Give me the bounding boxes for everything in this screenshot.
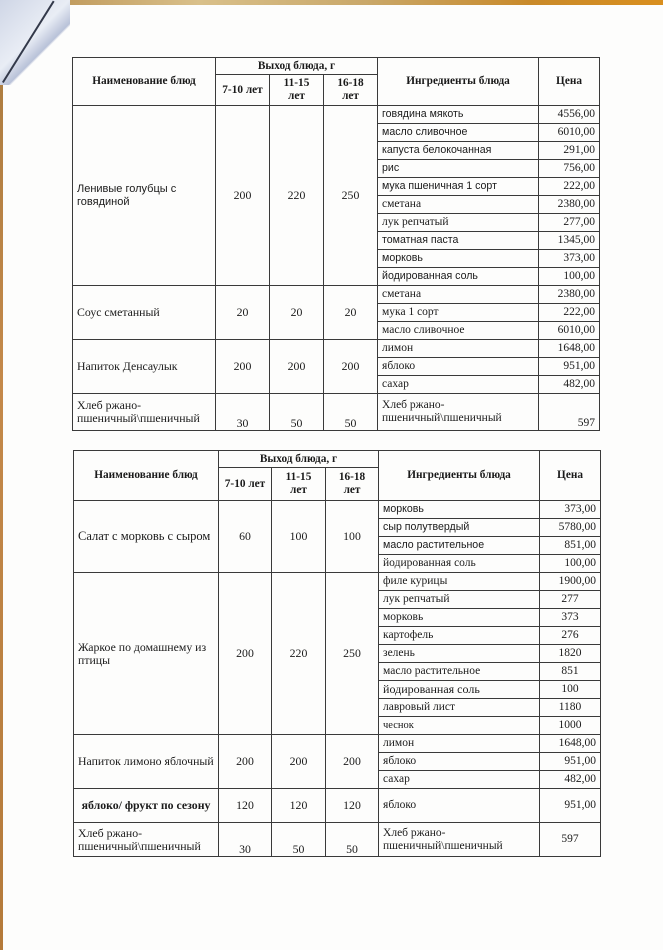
ingredient-price: 222,00: [539, 304, 600, 322]
ingredient-price: 373,00: [540, 501, 601, 519]
table-row: [73, 340, 600, 358]
ingredient-price: 851,00: [540, 537, 601, 555]
yield-16-18: 100: [326, 501, 379, 573]
table-row: [73, 286, 600, 304]
header-ingredients: Ингредиенты блюда: [379, 451, 540, 501]
ingredient-name: лук репчатый: [378, 214, 539, 232]
ingredient-price: 1900,00: [540, 573, 601, 591]
yield-7-10: 120: [219, 789, 272, 823]
dish-name: яблоко/ фрукт по сезону: [74, 789, 219, 823]
background-table-surface: [0, 0, 663, 5]
ingredient-name: йодированная соль: [378, 268, 539, 286]
ingredient-price: 276: [540, 627, 601, 645]
ingredient-name: говядина мякоть: [378, 106, 539, 124]
table-row: [74, 573, 601, 591]
ingredient-price: 100: [540, 681, 601, 699]
table-row: [74, 789, 601, 823]
yield-16-18: 200: [324, 340, 378, 394]
header-ingredients: Ингредиенты блюда: [378, 58, 539, 106]
dish-name: Ленивые голубцы с говядиной: [73, 106, 216, 286]
ingredient-name: яблоко: [378, 358, 539, 376]
ingredient-price: 5780,00: [540, 519, 601, 537]
yield-11-15: 120: [272, 789, 326, 823]
ingredient-price: 100,00: [540, 555, 601, 573]
page-corner-fold: [0, 0, 70, 85]
ingredient-price: 1345,00: [539, 232, 600, 250]
table-row: [73, 394, 600, 431]
ingredient-name: рис: [378, 160, 539, 178]
yield-11-15: 200: [270, 340, 324, 394]
yield-11-15: 100: [272, 501, 326, 573]
ingredient-name: капуста белокочанная: [378, 142, 539, 160]
header-dish-name: Наименование блюд: [74, 451, 219, 501]
ingredient-name: йодированная соль: [379, 555, 540, 573]
ingredient-price: 6010,00: [539, 124, 600, 142]
ingredient-name: масло растительное: [379, 537, 540, 555]
header-age-11-15: 11-15 лет: [272, 468, 326, 501]
ingredient-name: Хлеб ржано-пшеничный\пшеничный: [379, 823, 540, 857]
yield-7-10: 30: [216, 394, 270, 431]
ingredient-price: 2380,00: [539, 286, 600, 304]
yield-11-15: 220: [270, 106, 324, 286]
yield-11-15: 50: [272, 823, 326, 857]
ingredient-price: 4556,00: [539, 106, 600, 124]
header-age-16-18: 16-18 лет: [324, 75, 378, 106]
ingredient-name: яблоко: [379, 789, 540, 823]
ingredient-name: мука пшеничная 1 сорт: [378, 178, 539, 196]
background-table-edge: [0, 0, 3, 950]
header-yield-group: Выход блюда, г: [216, 58, 378, 75]
ingredient-name: масло сливочное: [378, 124, 539, 142]
menu-table-2: [73, 450, 601, 857]
yield-11-15: 200: [272, 735, 326, 789]
ingredient-price: 951,00: [540, 789, 601, 823]
table-row: [74, 735, 601, 753]
ingredient-name: сметана: [378, 196, 539, 214]
ingredient-name: масло растительное: [379, 663, 540, 681]
table-row: [73, 106, 600, 124]
ingredient-price: 482,00: [540, 771, 601, 789]
ingredient-name: филе курицы: [379, 573, 540, 591]
header-price: Цена: [540, 451, 601, 501]
ingredient-name: морковь: [379, 609, 540, 627]
ingredient-price: 277,00: [539, 214, 600, 232]
dish-name: Соус сметанный: [73, 286, 216, 340]
ingredient-name: сметана: [378, 286, 539, 304]
yield-16-18: 120: [326, 789, 379, 823]
ingredient-price: 756,00: [539, 160, 600, 178]
yield-16-18: 50: [326, 823, 379, 857]
ingredient-name: морковь: [378, 250, 539, 268]
yield-7-10: 60: [219, 501, 272, 573]
ingredient-name: йодированная соль: [379, 681, 540, 699]
ingredient-name: Хлеб ржано-пшеничный\пшеничный: [378, 394, 539, 431]
yield-11-15: 220: [272, 573, 326, 735]
ingredient-price: 373,00: [539, 250, 600, 268]
yield-11-15: 50: [270, 394, 324, 431]
ingredient-price: 597: [539, 394, 600, 431]
ingredient-name: лавровый лист: [379, 699, 540, 717]
ingredient-name: морковь: [379, 501, 540, 519]
ingredient-price: 6010,00: [539, 322, 600, 340]
header-price: Цена: [539, 58, 600, 106]
ingredient-price: 1648,00: [539, 340, 600, 358]
ingredient-name: картофель: [379, 627, 540, 645]
dish-name: Хлеб ржано-пшеничный\пшеничный: [74, 823, 219, 857]
ingredient-name: сыр полутвердый: [379, 519, 540, 537]
ingredient-price: 277: [540, 591, 601, 609]
table-row: [74, 501, 601, 519]
ingredient-price: 1000: [540, 717, 601, 735]
yield-7-10: 200: [219, 735, 272, 789]
header-yield-group: Выход блюда, г: [219, 451, 379, 468]
table-row: [74, 823, 601, 857]
ingredient-name: сахар: [378, 376, 539, 394]
yield-7-10: 200: [216, 106, 270, 286]
ingredient-price: 1820: [540, 645, 601, 663]
yield-7-10: 30: [219, 823, 272, 857]
ingredient-price: 951,00: [539, 358, 600, 376]
ingredient-price: 951,00: [540, 753, 601, 771]
ingredient-price: 373: [540, 609, 601, 627]
dish-name: Жаркое по домашнему из птицы: [74, 573, 219, 735]
yield-16-18: 250: [324, 106, 378, 286]
ingredient-price: 291,00: [539, 142, 600, 160]
yield-7-10: 20: [216, 286, 270, 340]
ingredient-name: томатная паста: [378, 232, 539, 250]
yield-11-15: 20: [270, 286, 324, 340]
dish-name: Напиток лимоно яблочный: [74, 735, 219, 789]
ingredient-name: чеснок: [379, 717, 540, 735]
ingredient-price: 2380,00: [539, 196, 600, 214]
ingredient-price: 222,00: [539, 178, 600, 196]
ingredient-price: 482,00: [539, 376, 600, 394]
ingredient-name: лимон: [379, 735, 540, 753]
ingredient-price: 1180: [540, 699, 601, 717]
ingredient-name: лимон: [378, 340, 539, 358]
yield-16-18: 250: [326, 573, 379, 735]
ingredient-name: масло сливочное: [378, 322, 539, 340]
header-dish-name: Наименование блюд: [73, 58, 216, 106]
header-age-11-15: 11-15 лет: [270, 75, 324, 106]
ingredient-name: лук репчатый: [379, 591, 540, 609]
menu-table-1: [72, 57, 600, 431]
ingredient-price: 597: [540, 823, 601, 857]
dish-name: Салат с морковь с сыром: [74, 501, 219, 573]
dish-name: Напиток Денсаулык: [73, 340, 216, 394]
yield-16-18: 20: [324, 286, 378, 340]
ingredient-name: мука 1 сорт: [378, 304, 539, 322]
header-age-16-18: 16-18 лет: [326, 468, 379, 501]
yield-7-10: 200: [219, 573, 272, 735]
ingredient-price: 100,00: [539, 268, 600, 286]
header-age-7-10: 7-10 лет: [219, 468, 272, 501]
yield-16-18: 50: [324, 394, 378, 431]
dish-name: Хлеб ржано-пшеничный\пшеничный: [73, 394, 216, 431]
header-age-7-10: 7-10 лет: [216, 75, 270, 106]
ingredient-price: 851: [540, 663, 601, 681]
yield-7-10: 200: [216, 340, 270, 394]
ingredient-name: яблоко: [379, 753, 540, 771]
ingredient-name: зелень: [379, 645, 540, 663]
yield-16-18: 200: [326, 735, 379, 789]
ingredient-name: сахар: [379, 771, 540, 789]
ingredient-price: 1648,00: [540, 735, 601, 753]
